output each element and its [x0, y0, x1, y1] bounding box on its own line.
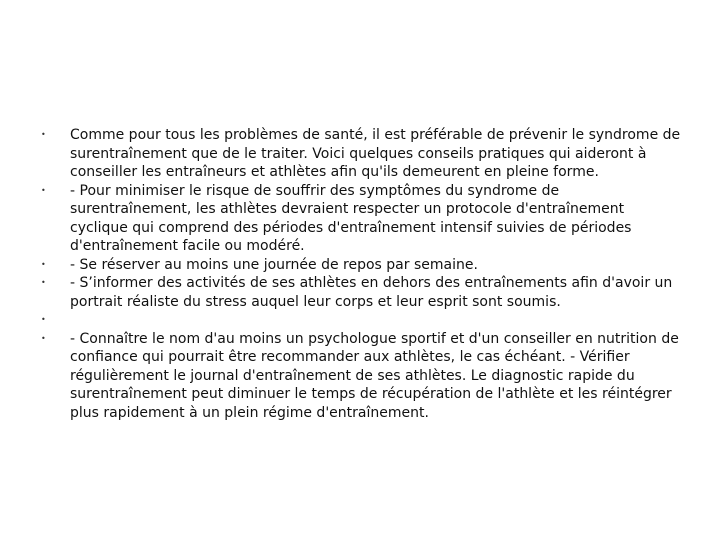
bullet-dot-icon: •	[41, 130, 46, 139]
bullet-text: - Pour minimiser le risque de souffrir des symptômes du syndrome de surentraînement, les athlètes devraient respecter un protocole d'entraînement cyclique qui comprend des périodes d'entraînement intensif suivies de périodes d'entraînement facile ou modéré.	[70, 182, 632, 254]
bullet-item	[41, 330, 681, 423]
bullet-dot-icon: •	[41, 185, 46, 195]
bullet-dot-icon: •	[41, 259, 46, 269]
bullet-item	[41, 256, 681, 275]
bullet-item	[41, 274, 681, 311]
bullet-item	[41, 182, 681, 256]
bullet-dot-icon: •	[41, 278, 46, 287]
bullet-text: - Connaître le nom d'au moins un psychologue sportif et d'un conseiller en nutrition de confiance qui pourrait être recommander aux athlètes, le cas échéant. - Vérifier régulièrement le journal d'entraînement de ses athlètes. Le diagnostic rapide du surentraînement peut diminuer le temps de récupération de l'athlète et les réintégrer plus rapidement à un plein régime d'entraînement.	[70, 330, 679, 421]
bullet-dot-icon: •	[41, 315, 46, 324]
bullet-text: - Se réserver au moins une journée de repos par semaine.	[70, 256, 478, 273]
bullet-item	[41, 126, 681, 182]
bullet-text: Comme pour tous les problèmes de santé, il est préférable de prévenir le syndrome de surentraînement que de le traiter. Voici quelques conseils pratiques qui aideront à conseiller les entraîneurs et athlètes afin qu'ils demeurent en pleine forme.	[70, 127, 681, 180]
bullet-dot-icon: •	[41, 333, 46, 343]
bullet-item-empty	[41, 311, 681, 330]
bullet-list	[41, 126, 681, 422]
bullet-text: - S’informer des activités de ses athlètes en dehors des entraînements afin d'avoir un portrait réaliste du stress auquel leur corps et leur esprit sont soumis.	[70, 275, 673, 310]
